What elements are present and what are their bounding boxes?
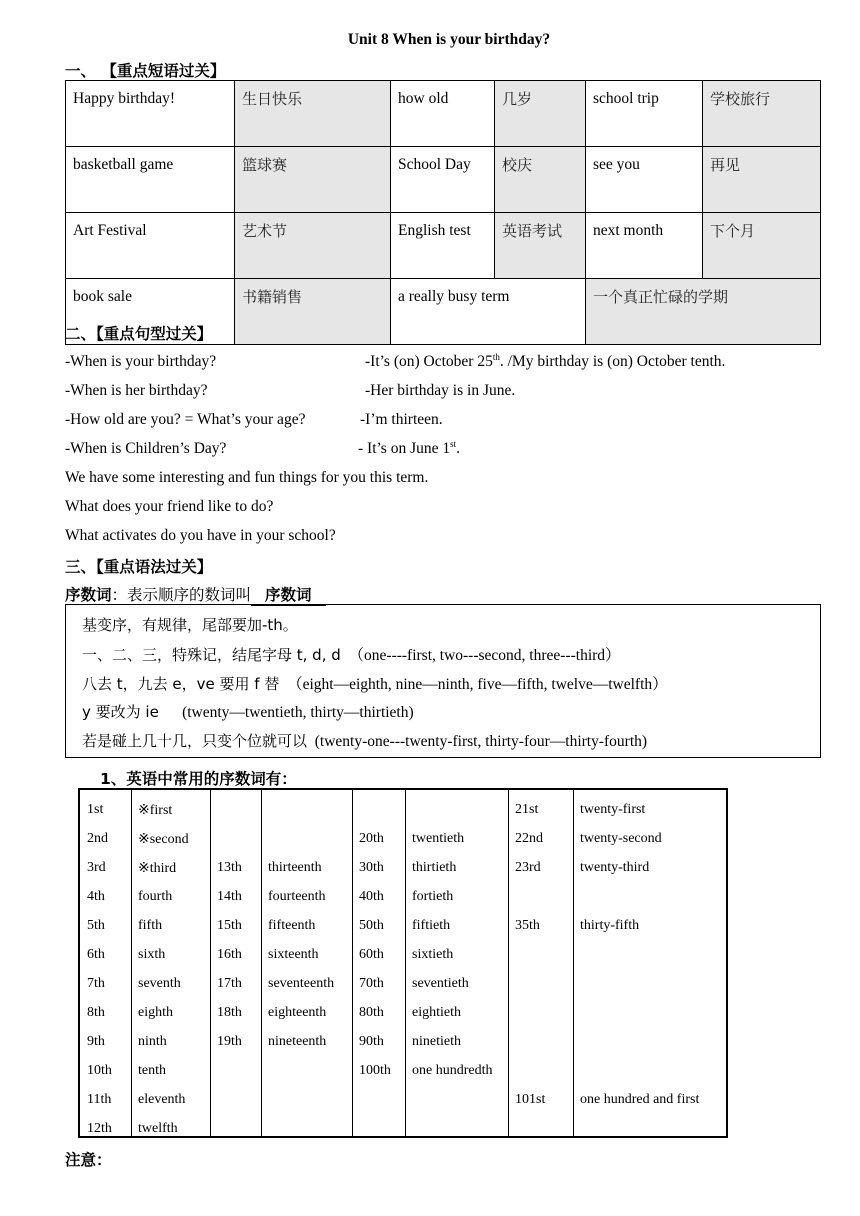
ordinal-abbrev: 10th [87, 1063, 112, 1078]
ordinal-abbrev: 16th [217, 947, 242, 962]
phrase-chinese: 篮球赛 [235, 147, 391, 213]
ordinal-abbrev: 18th [217, 1005, 242, 1020]
ordinal-word: sixteenth [268, 947, 319, 962]
ordinal-abbrev: 60th [359, 947, 384, 962]
ordinal-word: thirtieth [412, 860, 457, 875]
ordinal-word: ninetieth [412, 1034, 461, 1049]
phrase-english: see you [586, 147, 703, 213]
ordinal-table [78, 788, 728, 1138]
ordinal-abbrev: 12th [87, 1121, 112, 1136]
rule-1: 基变序，有规律，尾部要加-th。 [82, 616, 298, 634]
ordinal-abbrev: 21st [515, 802, 539, 817]
phrase-english: a really busy term [391, 279, 586, 345]
question-birthday: -When is your birthday? [65, 353, 217, 370]
section-heading-phrases: 一、 【重点短语过关】 [65, 62, 226, 80]
sentence-6: What does your friend like to do? [65, 498, 274, 515]
question-age: -How old are you? = What’s your age? [65, 411, 306, 428]
phrase-english: how old [391, 81, 495, 147]
question-childrens-day: -When is Children’s Day? [65, 440, 227, 457]
ordinal-abbrev: 2nd [87, 831, 108, 846]
phrase-english: basketball game [66, 147, 235, 213]
ordinal-abbrev: 11th [87, 1092, 112, 1107]
ordinal-word: fiftieth [412, 918, 451, 933]
sentence-7: What activates do you have in your school? [65, 527, 336, 544]
ordinal-word: twenty-second [580, 831, 662, 846]
subsection-common-ordinals: 1、英语中常用的序数词有： [100, 770, 297, 788]
ordinal-word: ※second [138, 832, 189, 847]
phrase-english: book sale [66, 279, 235, 345]
ordinal-abbrev: 8th [87, 1005, 105, 1020]
ordinal-word: fifteenth [268, 918, 316, 933]
ordinal-word: nineteenth [268, 1034, 327, 1049]
phrase-chinese: 一个真正忙碌的学期 [586, 279, 821, 345]
ordinal-definition-text: ：表示顺序的数词叫 [111, 586, 252, 604]
ordinal-word: eleventh [138, 1092, 186, 1107]
ordinal-word: eighteenth [268, 1005, 327, 1020]
ordinal-word: twenty-third [580, 860, 650, 875]
phrase-english: school trip [586, 81, 703, 147]
phrase-chinese: 生日快乐 [235, 81, 391, 147]
ordinal-word: tenth [138, 1063, 166, 1078]
ordinal-word: seventieth [412, 976, 469, 991]
sentence-row-1 [65, 351, 726, 371]
phrase-chinese: 再见 [703, 147, 821, 213]
rule-4: y 要改为 ie (twenty—twentieth, thirty—thirtieth) [82, 703, 414, 721]
rule-3: 八去 t，九去 e，ve 要用 f 替 （eight—eighth, nine—ninth, five—fifth, twelve—twelfth） [82, 675, 668, 693]
rule-5: 若是碰上几十几，只变个位就可以 (twenty-one---twenty-first, thirty-four—thirty-fourth) [82, 732, 648, 750]
ordinal-word: eighth [138, 1005, 173, 1020]
ordinal-word: ninth [138, 1034, 167, 1049]
question-her-birthday: -When is her birthday? [65, 382, 208, 399]
ordinal-word: twentieth [412, 831, 465, 846]
ordinal-abbrev: 22nd [515, 831, 543, 846]
ordinal-word: eightieth [412, 1005, 461, 1020]
rule-2: 一、二、三，特殊记，结尾字母 t, d, d （one----first, two---second, three---third） [82, 646, 621, 664]
ordinal-word: sixth [138, 947, 166, 962]
phrase-english: next month [586, 213, 703, 279]
ordinal-word: thirty-fifth [580, 918, 640, 933]
ordinal-abbrev: 23rd [515, 860, 541, 875]
ordinal-abbrev: 15th [217, 918, 242, 933]
phrase-chinese: 艺术节 [235, 213, 391, 279]
ordinal-abbrev: 80th [359, 1005, 384, 1020]
column-divider [508, 790, 509, 1136]
phrase-chinese: 书籍销售 [235, 279, 391, 345]
ordinal-abbrev: 30th [359, 860, 384, 875]
ordinal-word: thirteenth [268, 860, 322, 875]
ordinal-word: fortieth [412, 889, 454, 904]
phrase-english: Happy birthday! [66, 81, 235, 147]
column-divider [261, 790, 262, 1136]
ordinal-abbrev: 19th [217, 1034, 242, 1049]
ordinal-word: ※third [138, 861, 177, 876]
answer-birthday: -It’s (on) October 25th. /My birthday is (on) October tenth. [365, 351, 726, 370]
note-label: 注意： [65, 1151, 112, 1169]
phrase-chinese: 英语考试 [495, 213, 586, 279]
ordinal-abbrev: 90th [359, 1034, 384, 1049]
ordinal-abbrev: 50th [359, 918, 384, 933]
column-divider [210, 790, 211, 1136]
sentence-5: We have some interesting and fun things for you this term. [65, 469, 429, 486]
phrase-table [65, 80, 821, 345]
answer-childrens-day: - It’s on June 1st. [358, 438, 461, 457]
ordinal-abbrev: 101st [515, 1092, 546, 1107]
sentence-row-4 [65, 438, 461, 458]
ordinal-definition-answer: 序数词 [251, 583, 326, 606]
ordinal-abbrev: 3rd [87, 860, 106, 875]
ordinal-word: sixtieth [412, 947, 454, 962]
ordinal-abbrev: 5th [87, 918, 105, 933]
column-divider [352, 790, 353, 1136]
ordinal-abbrev: 100th [359, 1063, 391, 1078]
section-heading-sentences: 二、【重点句型过关】 [65, 325, 213, 343]
phrase-english: Art Festival [66, 213, 235, 279]
ordinal-abbrev: 1st [87, 802, 104, 817]
column-divider [405, 790, 406, 1136]
ordinal-definition [65, 583, 326, 606]
phrase-chinese: 几岁 [495, 81, 586, 147]
phrase-english: School Day [391, 147, 495, 213]
section-heading-grammar: 三、【重点语法过关】 [65, 558, 213, 576]
answer-age: -I’m thirteen. [360, 411, 443, 428]
ordinal-abbrev: 40th [359, 889, 384, 904]
ordinal-abbrev: 35th [515, 918, 540, 933]
ordinal-word: one hundredth [412, 1063, 493, 1078]
ordinal-word: fourteenth [268, 889, 326, 904]
ordinal-word: ※first [138, 803, 173, 818]
ordinal-word: seventeenth [268, 976, 335, 991]
ordinal-word: twenty-first [580, 802, 646, 817]
ordinal-abbrev: 70th [359, 976, 384, 991]
phrase-row [66, 147, 821, 213]
rules-box [65, 604, 821, 758]
sentence-row-2 [65, 382, 516, 400]
ordinal-word: one hundred and first [580, 1092, 700, 1107]
phrase-row [66, 213, 821, 279]
answer-her-birthday: -Her birthday is in June. [365, 382, 516, 399]
ordinal-word: fifth [138, 918, 163, 933]
ordinal-abbrev: 6th [87, 947, 105, 962]
column-divider [131, 790, 132, 1136]
phrase-chinese: 学校旅行 [703, 81, 821, 147]
ordinal-abbrev: 17th [217, 976, 242, 991]
ordinal-abbrev: 14th [217, 889, 242, 904]
phrase-chinese: 校庆 [495, 147, 586, 213]
ordinal-abbrev: 13th [217, 860, 242, 875]
ordinal-word: seventh [138, 976, 181, 991]
ordinal-abbrev: 20th [359, 831, 384, 846]
ordinal-word: twelfth [138, 1121, 178, 1136]
ordinal-abbrev: 7th [87, 976, 105, 991]
phrase-english: English test [391, 213, 495, 279]
ordinal-word: fourth [138, 889, 173, 904]
column-divider [573, 790, 574, 1136]
phrase-row [66, 81, 821, 147]
phrase-chinese: 下个月 [703, 213, 821, 279]
ordinal-definition-label: 序数词 [65, 586, 112, 604]
document-title: Unit 8 When is your birthday? [347, 31, 551, 48]
sentence-row-3 [65, 411, 443, 429]
ordinal-abbrev: 4th [87, 889, 105, 904]
ordinal-abbrev: 9th [87, 1034, 105, 1049]
